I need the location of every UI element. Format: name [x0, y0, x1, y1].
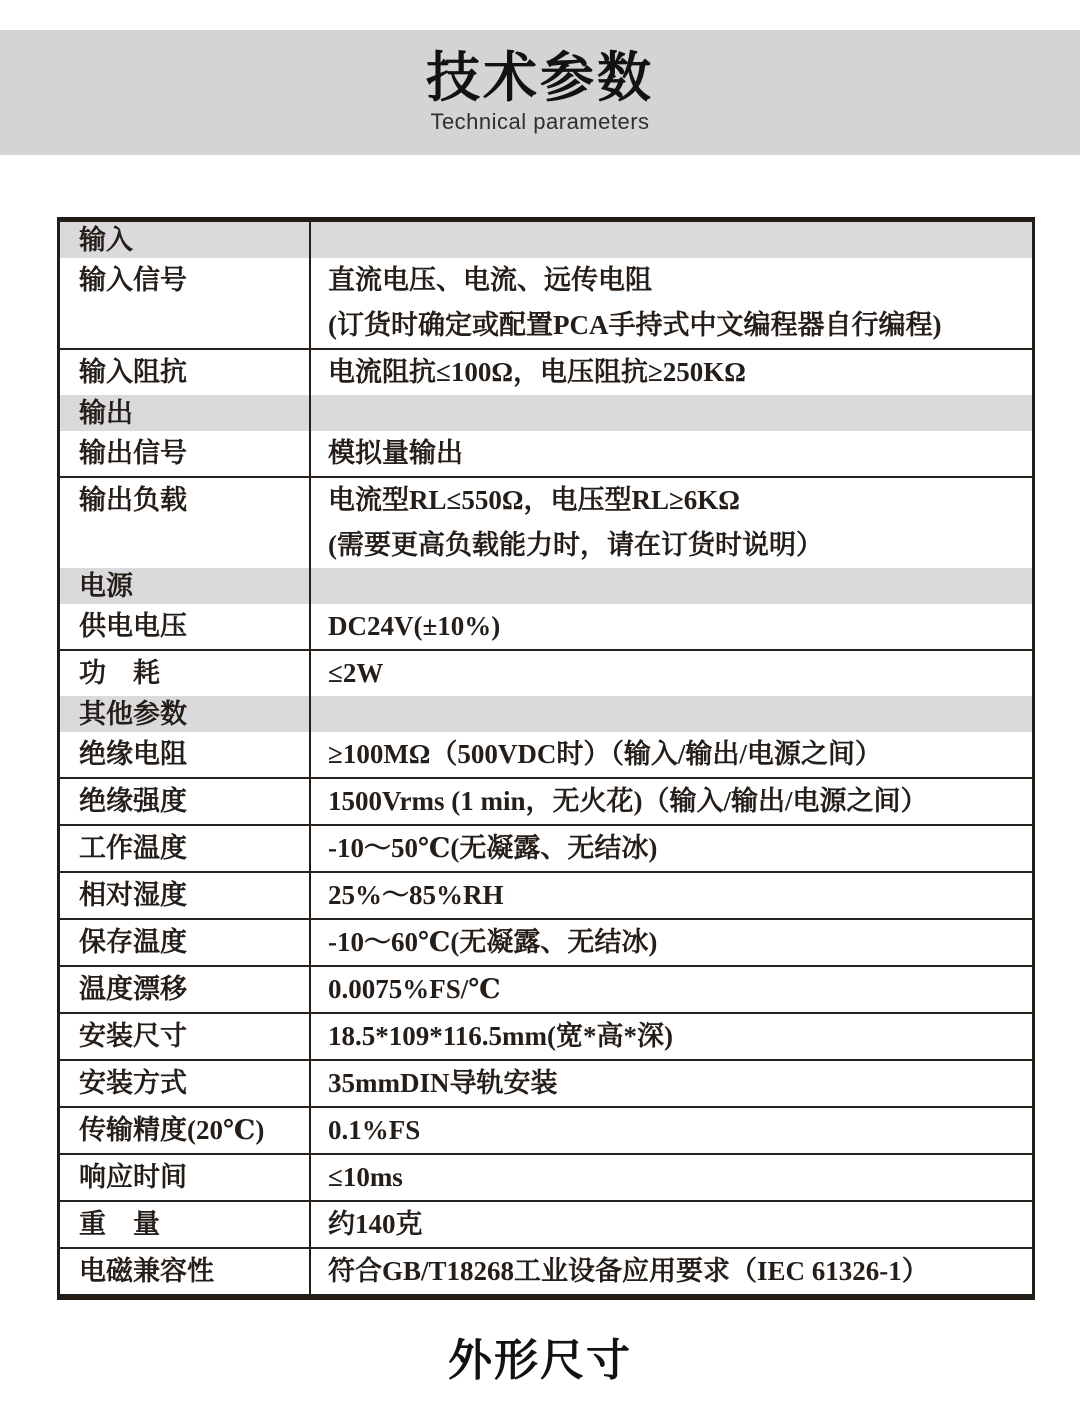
row-value-line: 电流阻抗≤100Ω，电压阻抗≥250KΩ: [328, 357, 746, 387]
row-label-cell: [60, 350, 311, 395]
row-label-cell: [60, 1061, 311, 1106]
row-label: 其他参数: [79, 699, 187, 729]
row-label-cell: [60, 568, 311, 604]
table-row: [60, 871, 1032, 918]
table-row: [60, 604, 1032, 649]
table-row: [60, 965, 1032, 1012]
row-value-cell: [311, 967, 1032, 1012]
page-title: 技术参数: [426, 48, 654, 109]
row-label-cell: [60, 258, 311, 348]
row-label-cell: [60, 873, 311, 918]
row-value-line: 约140克: [328, 1209, 423, 1239]
row-value-line: 0.0075%FS/℃: [328, 974, 501, 1004]
row-value-line: ≤2W: [328, 658, 384, 688]
row-label-cell: [60, 222, 311, 258]
row-label: 功 耗: [79, 658, 160, 688]
table-row: [60, 824, 1032, 871]
row-value-cell: [311, 1061, 1032, 1106]
row-value-line: ≤10ms: [328, 1162, 403, 1192]
row-value-cell: [311, 732, 1032, 777]
row-label-cell: [60, 1155, 311, 1200]
row-label-cell: [60, 696, 311, 732]
table-row: [60, 1247, 1032, 1294]
table-row: [60, 476, 1032, 568]
row-value-line: (订货时确定或配置PCA手持式中文编程器自行编程): [328, 310, 942, 340]
section-row: [60, 568, 1032, 604]
row-label: 输出: [79, 398, 133, 428]
row-label-cell: [60, 779, 311, 824]
row-label: 重 量: [79, 1209, 160, 1239]
row-label: 输入阻抗: [79, 357, 187, 387]
row-value-cell: [311, 873, 1032, 918]
row-label-cell: [60, 967, 311, 1012]
table-row: [60, 1012, 1032, 1059]
row-value-line: 直流电压、电流、远传电阻: [328, 265, 652, 295]
table-row: [60, 777, 1032, 824]
header-band: [0, 30, 1080, 155]
table-row: [60, 348, 1032, 395]
row-value-cell: [311, 1014, 1032, 1059]
row-value-line: 1500Vrms (1 min，无火花)（输入/输出/电源之间）: [328, 786, 928, 816]
table-row: [60, 732, 1032, 777]
row-value-cell: [311, 258, 1032, 348]
table-row: [60, 1153, 1032, 1200]
row-value-line: DC24V(±10%): [328, 611, 501, 641]
row-label: 响应时间: [79, 1162, 187, 1192]
row-label: 安装方式: [79, 1068, 187, 1098]
row-label: 输入信号: [79, 265, 187, 295]
row-value-line: (需要更高负载能力时，请在订货时说明）: [328, 530, 823, 560]
row-label-cell: [60, 1249, 311, 1294]
row-value-line: 符合GB/T18268工业设备应用要求（IEC 61326-1）: [328, 1256, 929, 1286]
row-value-cell: [311, 651, 1032, 696]
row-label: 相对湿度: [79, 880, 187, 910]
row-value-line: -10～60℃(无凝露、无结冰): [328, 927, 658, 957]
row-label-cell: [60, 604, 311, 649]
row-label: 输出信号: [79, 438, 187, 468]
row-label: 传输精度(20℃): [79, 1115, 265, 1145]
row-value-cell: [311, 431, 1032, 476]
table-row: [60, 1106, 1032, 1153]
row-value-cell: [311, 826, 1032, 871]
row-value-cell: [311, 222, 1032, 258]
row-label: 保存温度: [79, 927, 187, 957]
row-value-line: -10～50℃(无凝露、无结冰): [328, 833, 658, 863]
row-label-cell: [60, 1202, 311, 1247]
row-label-cell: [60, 826, 311, 871]
row-label: 安装尺寸: [79, 1021, 187, 1051]
row-label-cell: [60, 1014, 311, 1059]
section-row: [60, 696, 1032, 732]
row-value-cell: [311, 920, 1032, 965]
row-label: 电源: [79, 571, 133, 601]
row-label: 输入: [79, 225, 133, 255]
row-label: 温度漂移: [79, 974, 187, 1004]
row-label-cell: [60, 651, 311, 696]
row-value-cell: [311, 350, 1032, 395]
row-label-cell: [60, 1108, 311, 1153]
row-label: 工作温度: [79, 833, 187, 863]
row-value-cell: [311, 1249, 1032, 1294]
row-label-cell: [60, 395, 311, 431]
row-value-cell: [311, 1202, 1032, 1247]
row-value-cell: [311, 604, 1032, 649]
row-value-cell: [311, 696, 1032, 732]
spec-table: [57, 217, 1035, 1300]
section-title-dimensions: 外形尺寸: [448, 1336, 632, 1385]
row-label: 绝缘电阻: [79, 739, 187, 769]
row-value-line: 模拟量输出: [328, 438, 463, 468]
row-value-cell: [311, 1155, 1032, 1200]
page-subtitle: Technical parameters: [430, 108, 650, 134]
table-row: [60, 649, 1032, 696]
row-value-cell: [311, 779, 1032, 824]
row-label: 绝缘强度: [79, 786, 187, 816]
row-value-line: ≥100MΩ（500VDC时）（输入/输出/电源之间）: [328, 739, 882, 769]
row-label: 供电电压: [79, 611, 187, 641]
row-label-cell: [60, 920, 311, 965]
row-value-line: 18.5*109*116.5mm(宽*高*深): [328, 1021, 673, 1051]
row-label: 电磁兼容性: [79, 1256, 214, 1286]
row-value-line: 电流型RL≤550Ω，电压型RL≥6KΩ: [328, 485, 740, 515]
row-value-line: 35mmDIN导轨安装: [328, 1068, 558, 1098]
row-value-cell: [311, 478, 1032, 568]
table-row: [60, 1200, 1032, 1247]
row-label-cell: [60, 732, 311, 777]
row-label: 输出负载: [79, 485, 187, 515]
row-value-cell: [311, 1108, 1032, 1153]
section-row: [60, 395, 1032, 431]
table-row: [60, 918, 1032, 965]
table-row: [60, 1059, 1032, 1106]
row-value-cell: [311, 395, 1032, 431]
section-row: [60, 222, 1032, 258]
row-label-cell: [60, 478, 311, 568]
row-value-cell: [311, 568, 1032, 604]
table-row: [60, 431, 1032, 476]
table-row: [60, 258, 1032, 348]
row-label-cell: [60, 431, 311, 476]
row-value-line: 0.1%FS: [328, 1115, 421, 1145]
row-value-line: 25%～85%RH: [328, 880, 504, 910]
